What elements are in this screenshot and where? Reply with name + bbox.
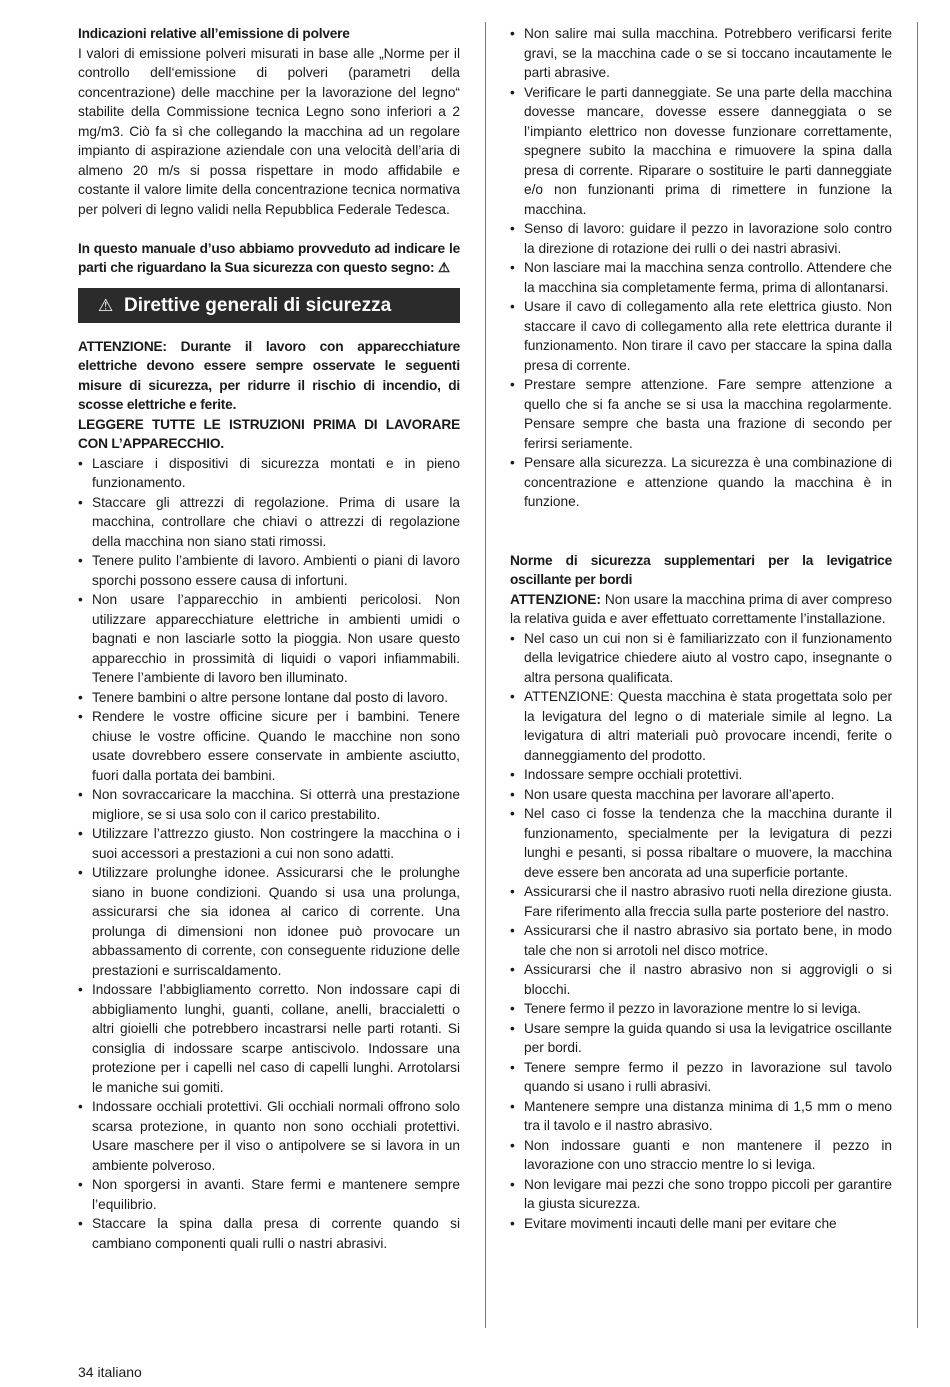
right-column xyxy=(510,24,892,1233)
list-item: • Utilizzare prolunghe idonee. Assicurarsi che le prolunghe siano in buone condizioni. Quando si usa una prolunga, assicurarsi che sia idonea al carico di corrente. Una prolunga di dimensioni non idonee può provocare un abbassamento di corrente, con conseguente riduzione delle prestazioni e surriscaldamento. xyxy=(78,863,460,980)
list-item: • Nel caso ci fosse la tendenza che la macchina durante il funzionamento, specialmente per la levigatura di pezzi lunghi e pesanti, si possa ribaltare o muovere, la macchina deve essere ben ancorata ad una superficie portante. xyxy=(510,804,892,882)
left-column xyxy=(78,24,460,1253)
attention-label: ATTENZIONE: xyxy=(510,591,601,607)
list-item: • Rendere le vostre officine sicure per i bambini. Tenere chiuse le vostre officine. Quando le macchine non sono usate dovrebbero essere conservate in ambiente asciutto, fuori dalla portata dei bambini. xyxy=(78,707,460,785)
dust-paragraph: I valori di emissione polveri misurati in base alle „Norme per il controllo dell‘emissione di polveri (parametri della concentrazione) delle macchine per la lavorazione del legno“ stabilite della Commissione tecnica Legno sono inferiori a 2 mg/m3. Ciò fa sì che collegando la macchina ad un regolare impianto di aspirazione aziendale con una velocità dell’aria di almeno 20 m/s si possa rispettare in modo affidabile e costante il valore limite della concentrazione tecnica normativa per polveri di legno validi nella Repubblica Federale Tedesca. xyxy=(78,45,460,217)
list-item: • Non usare l’apparecchio in ambienti pericolosi. Non utilizzare apparecchiature elettriche in ambienti umidi o bagnati e non lasciarle sotto la pioggia. Non usare questo apparecchio in prossimità di liquidi o vapori infiammabili. Tenere l’ambiente di lavoro ben illuminato. xyxy=(78,590,460,688)
read-all-instructions: LEGGERE TUTTE LE ISTRUZIONI PRIMA DI LAVORARE CON L’APPARECCHIO. xyxy=(78,416,460,451)
list-item: • Staccare la spina dalla presa di corrente quando si cambiano componenti quali rulli o nastri abrasivi. xyxy=(78,1214,460,1253)
list-item: • Tenere pulito l’ambiente di lavoro. Ambienti o piani di lavoro sporchi possono essere causa di infortuni. xyxy=(78,551,460,590)
list-item: • Tenere bambini o altre persone lontane dal posto di lavoro. xyxy=(78,688,460,708)
supplementary-attention xyxy=(510,590,892,629)
warning-triangle-icon: ⚠ xyxy=(98,295,114,315)
list-item: • Senso di lavoro: guidare il pezzo in lavorazione solo contro la direzione di rotazione dei rulli o dei nastri abrasivi. xyxy=(510,219,892,258)
list-item: • Tenere fermo il pezzo in lavorazione mentre lo si leviga. xyxy=(510,999,892,1019)
list-item: • Non salire mai sulla macchina. Potrebbero verificarsi ferite gravi, se la macchina cade o se si toccano incautamente le parti abrasive. xyxy=(510,24,892,83)
attention-paragraph: ATTENZIONE: Durante il lavoro con apparecchiature elettriche devono essere sempre osservate le seguenti misure di sicurezza, per ridurre il rischio di incendio, di scosse elettriche e ferite. xyxy=(78,338,460,412)
general-safety-list xyxy=(78,454,460,1254)
dust-heading: Indicazioni relative all’emissione di polvere xyxy=(78,26,350,41)
general-safety-list-continued xyxy=(510,24,892,512)
page-footer: 34 italiano xyxy=(78,1364,142,1380)
list-item: • Utilizzare l’attrezzo giusto. Non costringere la macchina o i suoi accessori a prestazioni a cui non sono adatti. xyxy=(78,824,460,863)
list-item: • Assicurarsi che il nastro abrasivo non si aggrovigli o si blocchi. xyxy=(510,960,892,999)
list-item: • Lasciare i dispositivi di sicurezza montati e in pieno funzionamento. xyxy=(78,454,460,493)
list-item: • Nel caso un cui non si è familiarizzato con il funzionamento della levigatrice chiedere aiuto al vostro capo, insegnante o altra persona qualificata. xyxy=(510,629,892,688)
list-item: • Non lasciare mai la macchina senza controllo. Attendere che la macchina sia completamente ferma, prima di allontanarsi. xyxy=(510,258,892,297)
list-item: • Mantenere sempre una distanza minima di 1,5 mm o meno tra il tavolo e il nastro abrasivo. xyxy=(510,1097,892,1136)
attention-text: Non usare la macchina prima di aver compreso la relativa guida e aver effettuato correttamente l’installazione. xyxy=(510,591,892,626)
list-item: • Non sporgersi in avanti. Stare fermi e mantenere sempre l’equilibrio. xyxy=(78,1175,460,1214)
list-item: • Tenere sempre fermo il pezzo in lavorazione sul tavolo quando si usano i rulli abrasivi. xyxy=(510,1058,892,1097)
list-item: • Indossare sempre occhiali protettivi. xyxy=(510,765,892,785)
list-item: • Non usare questa macchina per lavorare all’aperto. xyxy=(510,785,892,805)
list-item: • Verificare le parti danneggiate. Se una parte della macchina dovesse mancare, dovesse essere danneggiata o se l’impianto elettrico non dovesse funzionare correttamente, spegnere subito la macchina e rimuovere la spina dalla presa di corrente. Riparare o sostituire le parti danneggiate e/o non funzionanti prima di rimettere in funzione la macchina. xyxy=(510,83,892,220)
list-item: • Assicurarsi che il nastro abrasivo ruoti nella direzione giusta. Fare riferimento alla freccia sulla parte posteriore del nastro. xyxy=(510,882,892,921)
supplementary-heading: Norme di sicurezza supplementari per la levigatrice oscillante per bordi xyxy=(510,552,892,587)
list-item: • Prestare sempre attenzione. Fare sempre attenzione a quello che si fa anche se si usa la macchina regolarmente. Pensare sempre che basta una frazione di secondo per ferirsi seriamente. xyxy=(510,375,892,453)
page-edge-rule xyxy=(917,22,918,1328)
supplementary-safety-list xyxy=(510,629,892,1234)
banner-title: Direttive generali di sicurezza xyxy=(124,294,392,316)
list-item: • ATTENZIONE: Questa macchina è stata progettata solo per la levigatura del legno o di materiale simile al legno. La levigatura di altri materiali può provocare incendi, ferite o danneggiamento del prodotto. xyxy=(510,687,892,765)
list-item: • Pensare alla sicurezza. La sicurezza è una combinazione di concentrazione e attenzione quando la macchina è in funzione. xyxy=(510,453,892,512)
column-divider xyxy=(485,22,486,1328)
list-item: • Non levigare mai pezzi che sono troppo piccoli per garantire la giusta sicurezza. xyxy=(510,1175,892,1214)
list-item: • Non sovraccaricare la macchina. Si otterrà una prestazione migliore, se si usa solo con il carico prestabilito. xyxy=(78,785,460,824)
list-item: • Non indossare guanti e non mantenere il pezzo in lavorazione con uno straccio mentre lo si leviga. xyxy=(510,1136,892,1175)
list-item: • Staccare gli attrezzi di regolazione. Prima di usare la macchina, controllare che chiavi o attrezzi di regolazione della macchina non siano stati rimossi. xyxy=(78,493,460,552)
list-item: • Usare il cavo di collegamento alla rete elettrica giusto. Non staccare il cavo di collegamento alla rete elettrica durante il funzionamento. Non tirare il cavo per staccare la spina dalla presa di corrente. xyxy=(510,297,892,375)
section-banner xyxy=(78,288,460,323)
list-item: • Indossare l’abbigliamento corretto. Non indossare capi di abbigliamento lunghi, guanti, collane, anelli, braccialetti o altri gioielli che potrebbero incastrarsi nelle parti rotanti. Si consiglia di indossare scarpe antiscivolo. Indossare una protezione per i capelli nel caso di capelli lunghi. Arrotolarsi le maniche sui gomiti. xyxy=(78,980,460,1097)
list-item: • Assicurarsi che il nastro abrasivo sia portato bene, in modo tale che non si arrotoli nel disco motrice. xyxy=(510,921,892,960)
list-item: • Usare sempre la guida quando si usa la levigatrice oscillante per bordi. xyxy=(510,1019,892,1058)
manual-note: In questo manuale d’uso abbiamo provveduto ad indicare le parti che riguardano la Sua sicurezza con questo segno: ⚠ xyxy=(78,240,460,275)
list-item: • Evitare movimenti incauti delle mani per evitare che xyxy=(510,1214,892,1234)
list-item: • Indossare occhiali protettivi. Gli occhiali normali offrono solo scarsa protezione, in quanto non sono occhiali protettivi. Usare maschere per il viso o antipolvere se si lavora in un ambiente polveroso. xyxy=(78,1097,460,1175)
